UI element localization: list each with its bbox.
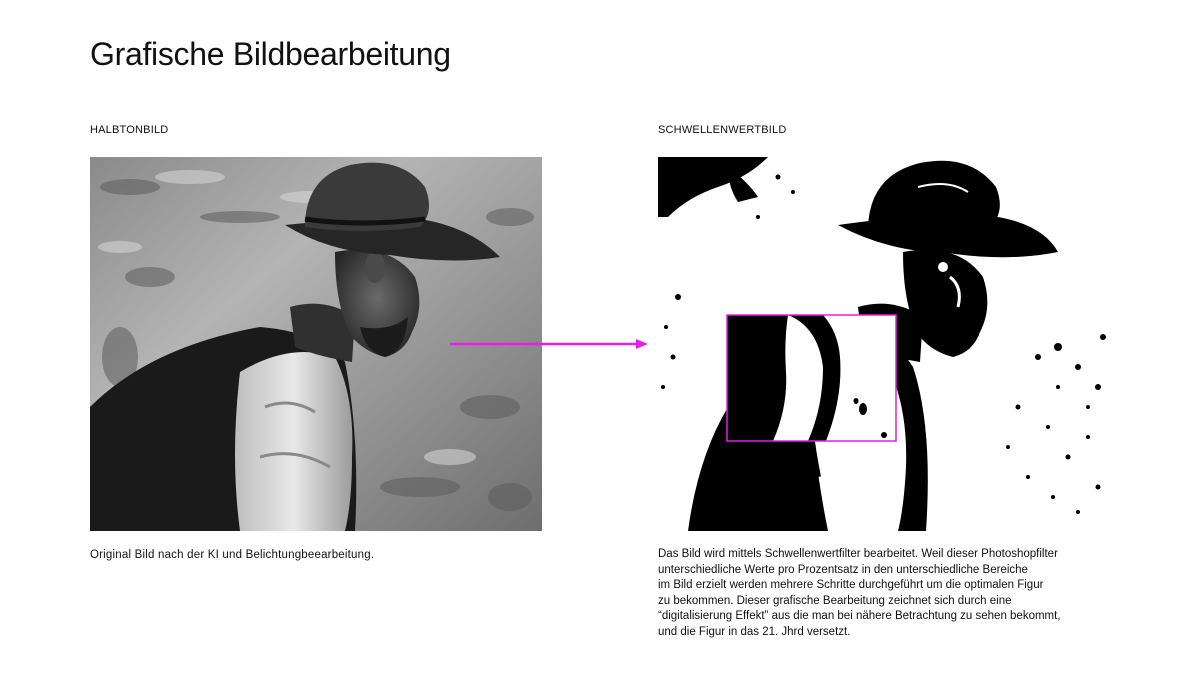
description-line: Das Bild wird mittels Schwellenwertfilter bearbeitet. Weil dieser Photoshopfilter: [658, 548, 1058, 560]
description-line: “digitalisierung Effekt” aus die man bei nähere Betrachtung zu sehen bekommt,: [658, 610, 1061, 623]
slide-title: Grafische Bildbearbeitung: [90, 36, 451, 72]
transform-arrow-icon: [450, 336, 650, 352]
description-line: unterschiedliche Werte pro Prozentsatz in den unterschiedliche Bereiche: [658, 563, 1028, 576]
threshold-description: [658, 547, 1061, 641]
description-line: und die Figur in das 21. Jhrd versetzt.: [658, 625, 851, 638]
description-line: im Bild erzielt werden mehrere Schritte durchgeführt um die optimalen Figur: [658, 579, 1044, 592]
threshold-label: SCHWELLENWERTBILD: [658, 124, 787, 136]
description-line: zu bekommen. Dieser grafische Bearbeitung zeichnet sich durch eine: [658, 594, 1012, 607]
halftone-caption: Original Bild nach der KI und Belichtungbeearbeitung.: [90, 549, 375, 561]
zoom-inset: [727, 315, 896, 441]
threshold-photo: [658, 157, 1110, 531]
halftone-label: HALBTONBILD: [90, 124, 169, 136]
